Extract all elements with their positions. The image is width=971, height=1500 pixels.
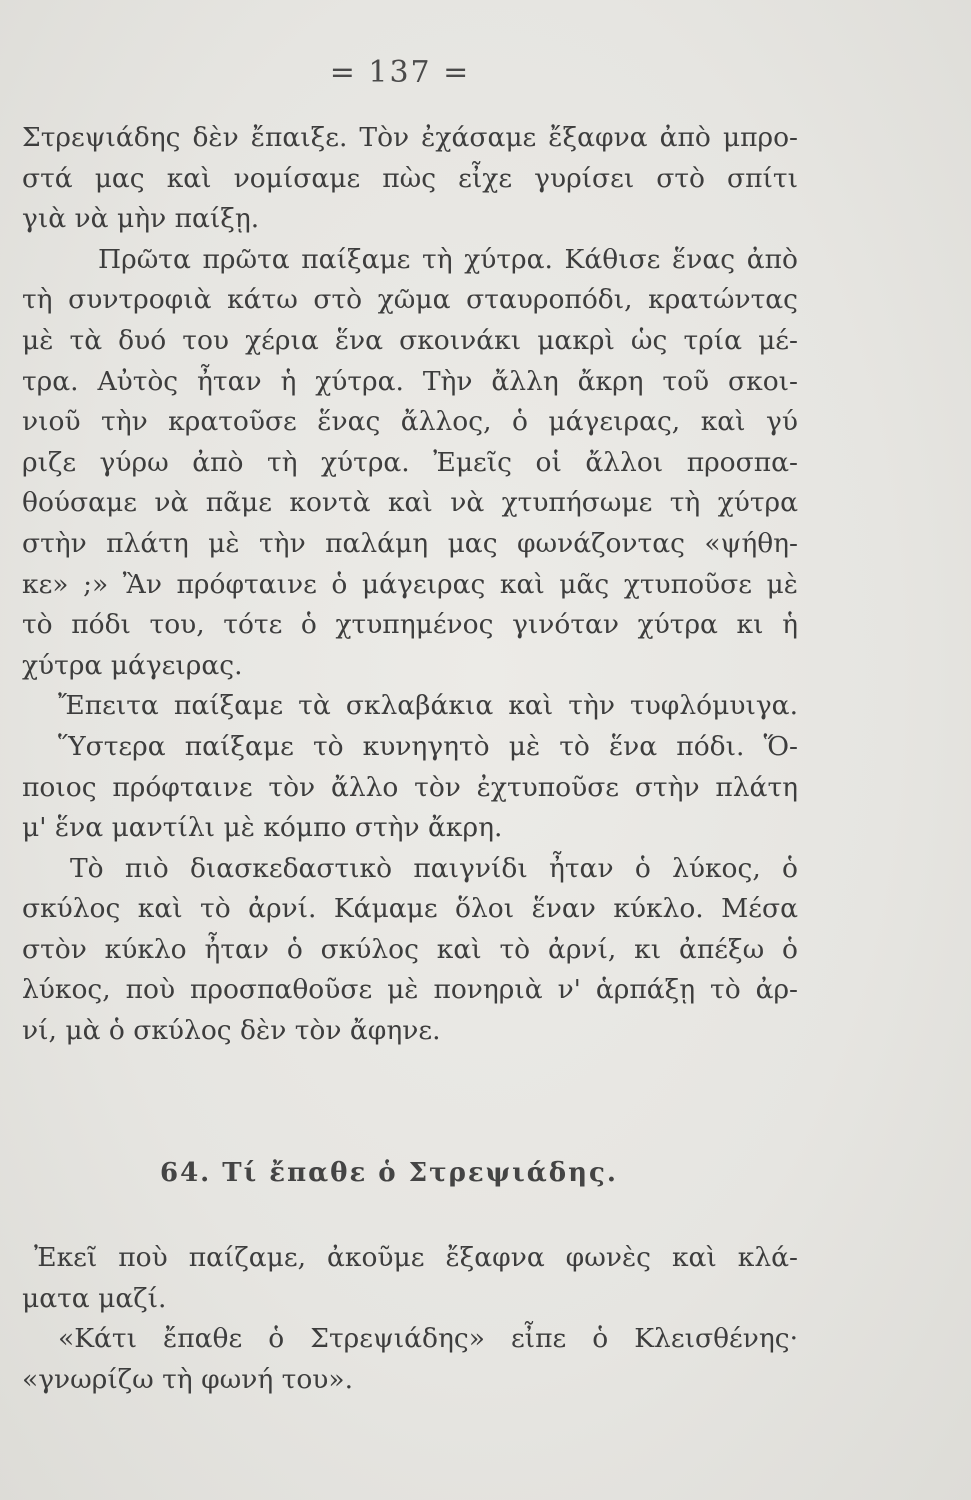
body-text-top <box>22 118 798 1052</box>
text-line: Πρῶτα πρῶτα παίξαμε τὴ χύτρα. Κάθισε ἕνας ἀπὸ <box>98 243 798 275</box>
body-text-bottom <box>22 1238 798 1400</box>
text-line: Ἔπειτα παίξαμε τὰ σκλαβάκια καὶ τὴν τυφλόμυιγα. <box>58 690 798 722</box>
text-line: Ὕστερα παίξαμε τὸ κυνηγητὸ μὲ τὸ ἕνα πόδι. Ὅ- <box>58 730 798 762</box>
text-line: Στρεψιάδης δὲν ἔπαιξε. Τὸν ἐχάσαμε ἔξαφνα ἀπὸ μπρο- <box>22 122 798 153</box>
text-line: ματα μαζί. <box>22 1282 167 1314</box>
page-number: = 137 = <box>329 55 471 90</box>
text-line: γιὰ νὰ μὴν παίξῃ. <box>22 203 260 235</box>
text-line: τὴ συντροφιὰ κάτω στὸ χῶμα σταυροπόδι, κρατώντας <box>22 284 798 316</box>
text-line: τὸ πόδι του, τότε ὁ χτυπημένος γινόταν χύτρα κι ἡ <box>22 609 798 641</box>
section-heading: 64. Τί ἔπαθε ὁ Στρεψιάδης. <box>160 1158 618 1188</box>
text-line: σκύλος καὶ τὸ ἀρνί. Κάμαμε ὅλοι ἕναν κύκλο. Μέσα <box>22 893 798 925</box>
text-line: χύτρα μάγειρας. <box>22 649 243 681</box>
text-line: κε» ;» Ἂν πρόφταινε ὁ μάγειρας καὶ μᾶς χτυποῦσε μὲ <box>22 568 798 600</box>
text-line: θούσαμε νὰ πᾶμε κοντὰ καὶ νὰ χτυπήσωμε τὴ χύτρα <box>22 487 798 519</box>
text-line: λύκος, ποὺ προσπαθοῦσε μὲ πονηριὰ ν' ἁρπάξῃ τὸ ἀρ- <box>22 974 798 1006</box>
text-line: μὲ τὰ δυό του χέρια ἕνα σκοινάκι μακρὶ ὡς τρία μέ- <box>22 324 798 356</box>
text-line: Τὸ πιὸ διασκεδαστικὸ παιγνίδι ἦταν ὁ λύκος, ὁ <box>70 852 798 884</box>
text-line: ριζε γύρω ἀπὸ τὴ χύτρα. Ἐμεῖς οἱ ἄλλοι προσπα- <box>22 446 798 478</box>
text-line: μ' ἕνα μαντίλι μὲ κόμπο στὴν ἄκρη. <box>22 812 503 844</box>
text-line: «γνωρίζω τὴ φωνή του». <box>22 1363 354 1395</box>
text-line: τρα. Αὐτὸς ἦταν ἡ χύτρα. Τὴν ἄλλη ἄκρη τοῦ σκοι- <box>22 365 798 397</box>
text-line: στά μας καὶ νομίσαμε πὼς εἶχε γυρίσει στὸ σπίτι <box>22 162 798 194</box>
text-line: στὸν κύκλο ἦταν ὁ σκύλος καὶ τὸ ἀρνί, κι ἀπέξω ὁ <box>22 933 798 965</box>
text-line: νί, μὰ ὁ σκύλος δὲν τὸν ἄφηνε. <box>22 1015 441 1047</box>
text-line: στὴν πλάτη μὲ τὴν παλάμη μας φωνάζοντας «ψήθη- <box>22 527 798 559</box>
text-line: «Κάτι ἔπαθε ὁ Στρεψιάδης» εἶπε ὁ Κλεισθένης· <box>58 1323 798 1355</box>
text-line: νιοῦ τὴν κρατοῦσε ἕνας ἄλλος, ὁ μάγειρας, καὶ γύ <box>22 406 798 438</box>
text-line: ποιος πρόφταινε τὸν ἄλλο τὸν ἐχτυποῦσε στὴν πλάτη <box>22 771 798 803</box>
text-line: Ἐκεῖ ποὺ παίζαμε, ἀκοῦμε ἔξαφνα φωνὲς καὶ κλά- <box>34 1242 798 1273</box>
